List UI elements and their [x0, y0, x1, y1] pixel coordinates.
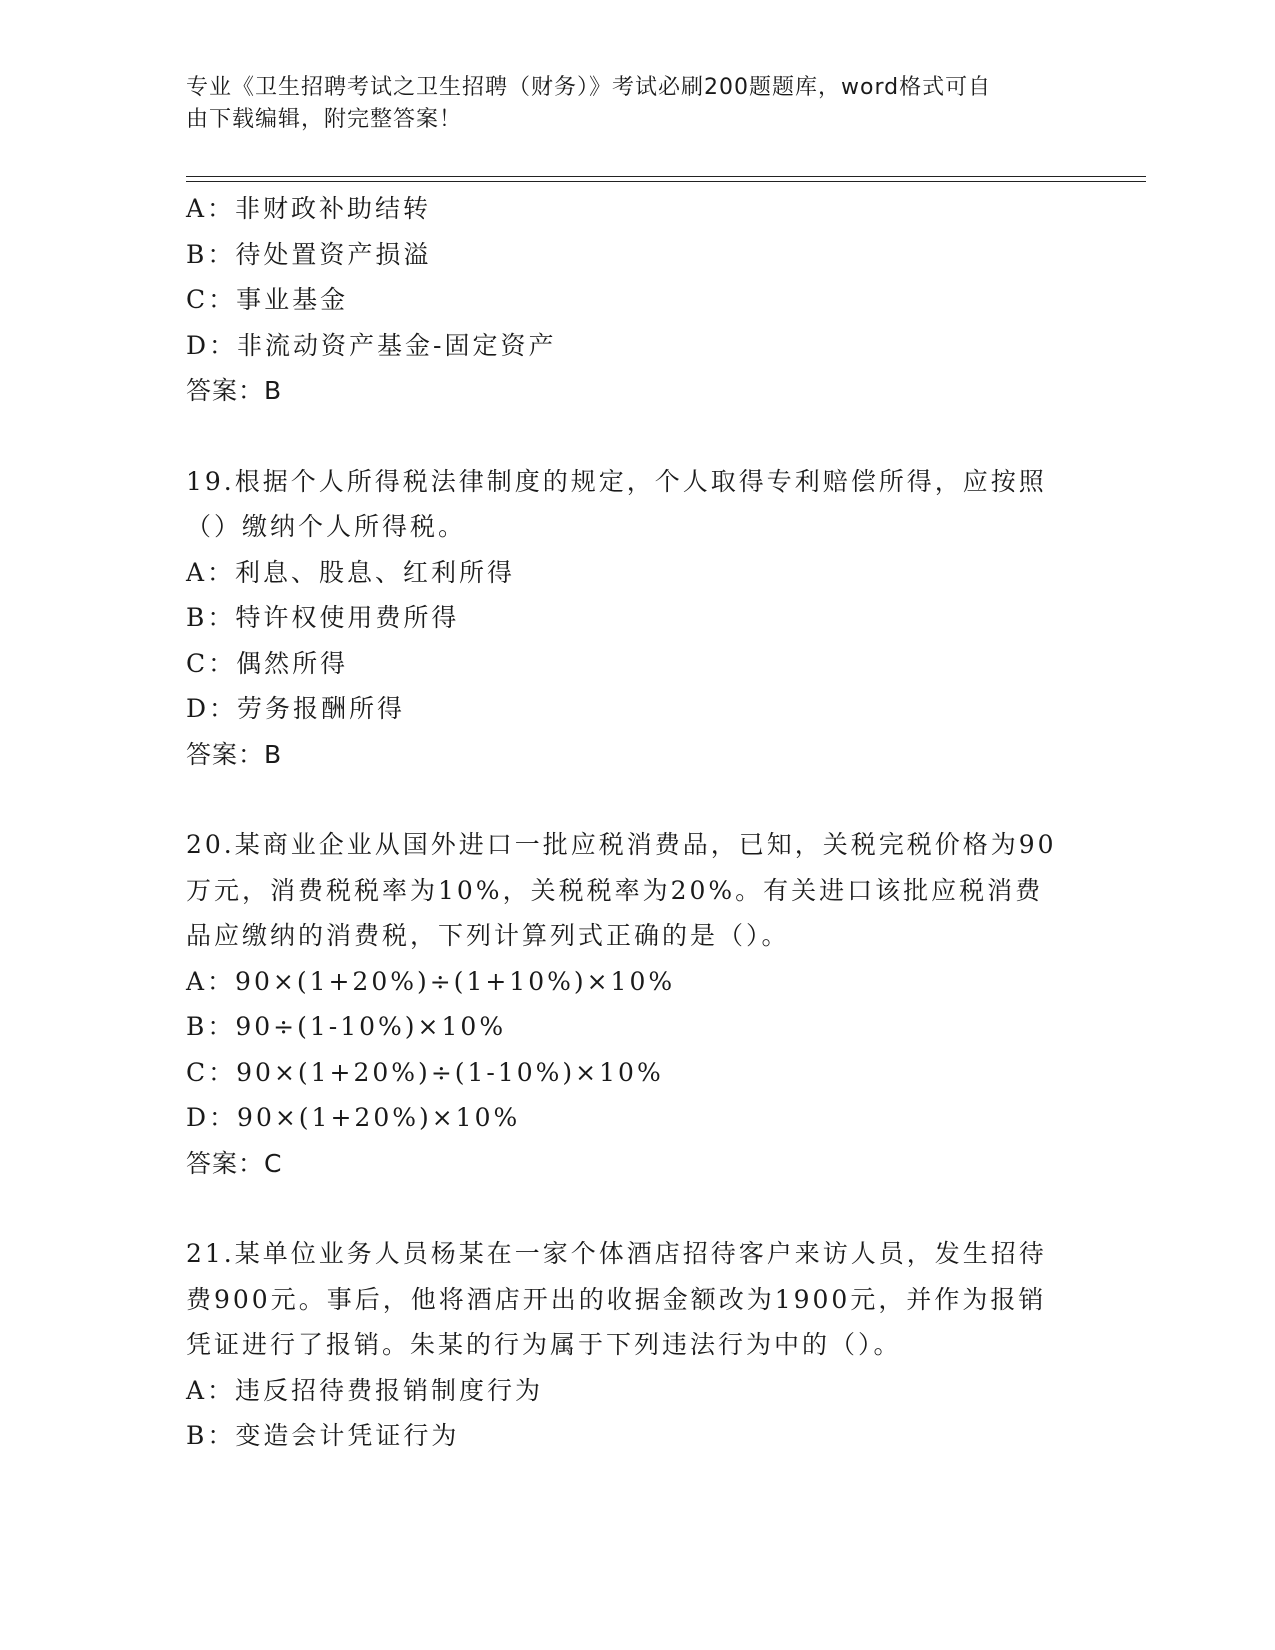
question-stem-line: （）缴纳个人所得税。: [186, 512, 467, 541]
option-b: B：待处置资产损溢: [186, 239, 432, 269]
question-stem-line: 20.某商业企业从国外进口一批应税消费品，已知，关税完税价格为90: [186, 830, 1057, 859]
option-c: C：事业基金: [186, 285, 349, 314]
answer: 答案：B: [186, 739, 283, 769]
question-list: [186, 186, 1086, 1459]
question-stem-line: 凭证进行了报销。朱某的行为属于下列违法行为中的（）。: [186, 1330, 902, 1359]
option-c: C：90×(1+20%)÷(1-10%)×10%: [186, 1057, 664, 1087]
option-b: B：特许权使用费所得: [186, 603, 460, 632]
spacer: [186, 414, 1086, 459]
spacer: [186, 777, 1086, 822]
option-a: A：违反招待费报销制度行为: [186, 1375, 544, 1405]
option-a: A：非财政补助结转: [186, 194, 432, 223]
answer: 答案：B: [186, 376, 283, 405]
header-line-1: 专业《卫生招聘考试之卫生招聘（财务）》考试必刷200题题库，word格式可自: [186, 75, 992, 100]
question-stem-line: 21.某单位业务人员杨某在一家个体酒店招待客户来访人员，发生招待: [186, 1239, 1047, 1268]
question-stem-line: 19.根据个人所得税法律制度的规定，个人取得专利赔偿所得，应按照: [186, 466, 1047, 496]
header-line-2: 由下载编辑，附完整答案！: [186, 107, 463, 132]
option-d: D：非流动资产基金-固定资产: [186, 330, 557, 360]
document-header: [186, 72, 1066, 136]
question-21: [186, 1231, 1086, 1459]
question-stem-line: 万元，消费税税率为10%，关税税率为20%。有关进口该批应税消费: [186, 875, 1044, 905]
question-18: [186, 186, 1086, 414]
option-b: B：变造会计凭证行为: [186, 1421, 460, 1450]
option-a: A：利息、股息、红利所得: [186, 557, 516, 587]
question-19: [186, 459, 1086, 778]
question-stem-line: 费900元。事后，他将酒店开出的收据金额改为1900元，并作为报销: [186, 1284, 1047, 1314]
question-20: [186, 822, 1086, 1186]
spacer: [186, 1186, 1086, 1231]
option-d: D：劳务报酬所得: [186, 694, 406, 723]
option-a: A：90×(1+20%)÷(1+10%)×10%: [186, 966, 676, 996]
header-divider: [186, 176, 1146, 182]
question-stem-line: 品应缴纳的消费税，下列计算列式正确的是（）。: [186, 921, 790, 950]
option-b: B：90÷(1-10%)×10%: [186, 1012, 507, 1041]
option-c: C：偶然所得: [186, 648, 349, 678]
answer: 答案：C: [186, 1148, 283, 1178]
option-d: D：90×(1+20%)×10%: [186, 1103, 521, 1132]
